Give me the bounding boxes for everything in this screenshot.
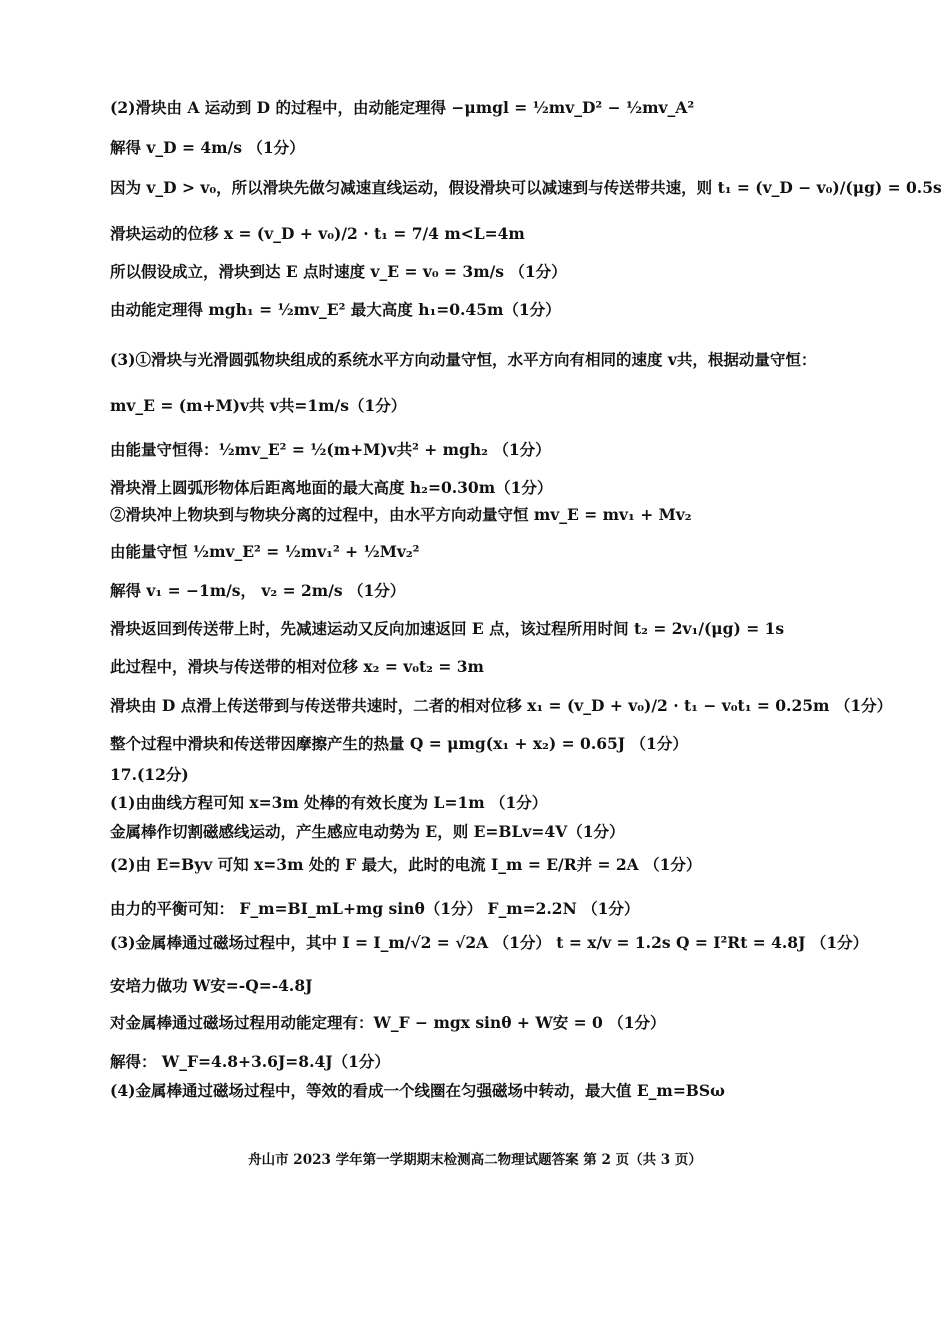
text-line-25: 对金属棒通过磁场过程用动能定理有：W_F − mgx sinθ + W安 = 0 （1分） bbox=[110, 1013, 666, 1032]
text-line-26: 解得： W_F=4.8+3.6J=8.4J（1分） bbox=[110, 1052, 390, 1071]
text-line-12: 由能量守恒 ½mv_E² = ½mv₁² + ½Mv₂² bbox=[110, 542, 420, 561]
text-line-16: 滑块由 D 点滑上传送带到与传送带共速时，二者的相对位移 x₁ = (v_D + v₀)/2 · t₁ − v₀t₁ = 0.25m （1分） bbox=[110, 696, 893, 715]
text-line-7: (3)①滑块与光滑圆弧物块组成的系统水平方向动量守恒，水平方向有相同的速度 v共，根据动量守恒： bbox=[110, 350, 817, 369]
text-line-3: 因为 v_D > v₀，所以滑块先做匀减速直线运动，假设滑块可以减速到与传送带共速，则 t₁ = (v_D − v₀)/(μg) = 0.5s bbox=[110, 178, 942, 197]
text-line-21: (2)由 E=Byv 可知 x=3m 处的 F 最大，此时的电流 I_m = E/R并 = 2A （1分） bbox=[110, 855, 702, 874]
text-line-11: ②滑块冲上物块到与物块分离的过程中，由水平方向动量守恒 mv_E = mv₁ + Mv₂ bbox=[110, 505, 692, 524]
text-line-6: 由动能定理得 mgh₁ = ½mv_E² 最大高度 h₁=0.45m（1分） bbox=[110, 300, 561, 319]
text-line-5: 所以假设成立，滑块到达 E 点时速度 v_E = v₀ = 3m/s （1分） bbox=[110, 262, 567, 281]
text-line-22: 由力的平衡可知： F_m=BI_mL+mg sinθ（1分） F_m=2.2N （1分） bbox=[110, 899, 640, 918]
text-line-9: 由能量守恒得：½mv_E² = ½(m+M)v共² + mgh₂ （1分） bbox=[110, 440, 551, 459]
text-line-23: (3)金属棒通过磁场过程中，其中 I = I_m/√2 = √2A （1分） t = x/v = 1.2s Q = I²Rt = 4.8J （1分） bbox=[110, 933, 869, 952]
text-line-8: mv_E = (m+M)v共 v共=1m/s（1分） bbox=[110, 396, 407, 415]
text-line-13: 解得 v₁ = −1m/s， v₂ = 2m/s （1分） bbox=[110, 581, 406, 600]
text-line-24: 安培力做功 W安=-Q=-4.8J bbox=[110, 976, 313, 995]
text-line-4: 滑块运动的位移 x = (v_D + v₀)/2 · t₁ = 7/4 m<L=4m bbox=[110, 224, 525, 243]
page-footer: 舟山市 2023 学年第一学期期末检测高二物理试题答案 第 2 页（共 3 页） bbox=[248, 1152, 702, 1168]
text-line-15: 此过程中，滑块与传送带的相对位移 x₂ = v₀t₂ = 3m bbox=[110, 657, 484, 676]
text-line-14: 滑块返回到传送带上时，先减速运动又反向加速返回 E 点，该过程所用时间 t₂ = 2v₁/(μg) = 1s bbox=[110, 619, 785, 638]
text-line-10: 滑块滑上圆弧形物体后距离地面的最大高度 h₂=0.30m（1分） bbox=[110, 478, 553, 497]
text-line-1: (2)滑块由 A 运动到 D 的过程中，由动能定理得 −μmgl = ½mv_D² − ½mv_A² bbox=[110, 98, 695, 117]
text-line-2: 解得 v_D = 4m/s （1分） bbox=[110, 138, 305, 157]
text-line-27: (4)金属棒通过磁场过程中，等效的看成一个线圈在匀强磁场中转动，最大值 E_m=BSω bbox=[110, 1081, 725, 1100]
text-line-19: (1)由曲线方程可知 x=3m 处棒的有效长度为 L=1m （1分） bbox=[110, 793, 548, 812]
section-heading-17: 17.(12分) bbox=[110, 765, 189, 784]
text-line-17: 整个过程中滑块和传送带因摩擦产生的热量 Q = μmg(x₁ + x₂) = 0.65J （1分） bbox=[110, 734, 688, 753]
text-line-20: 金属棒作切割磁感线运动，产生感应电动势为 E，则 E=BLv=4V（1分） bbox=[110, 822, 625, 841]
